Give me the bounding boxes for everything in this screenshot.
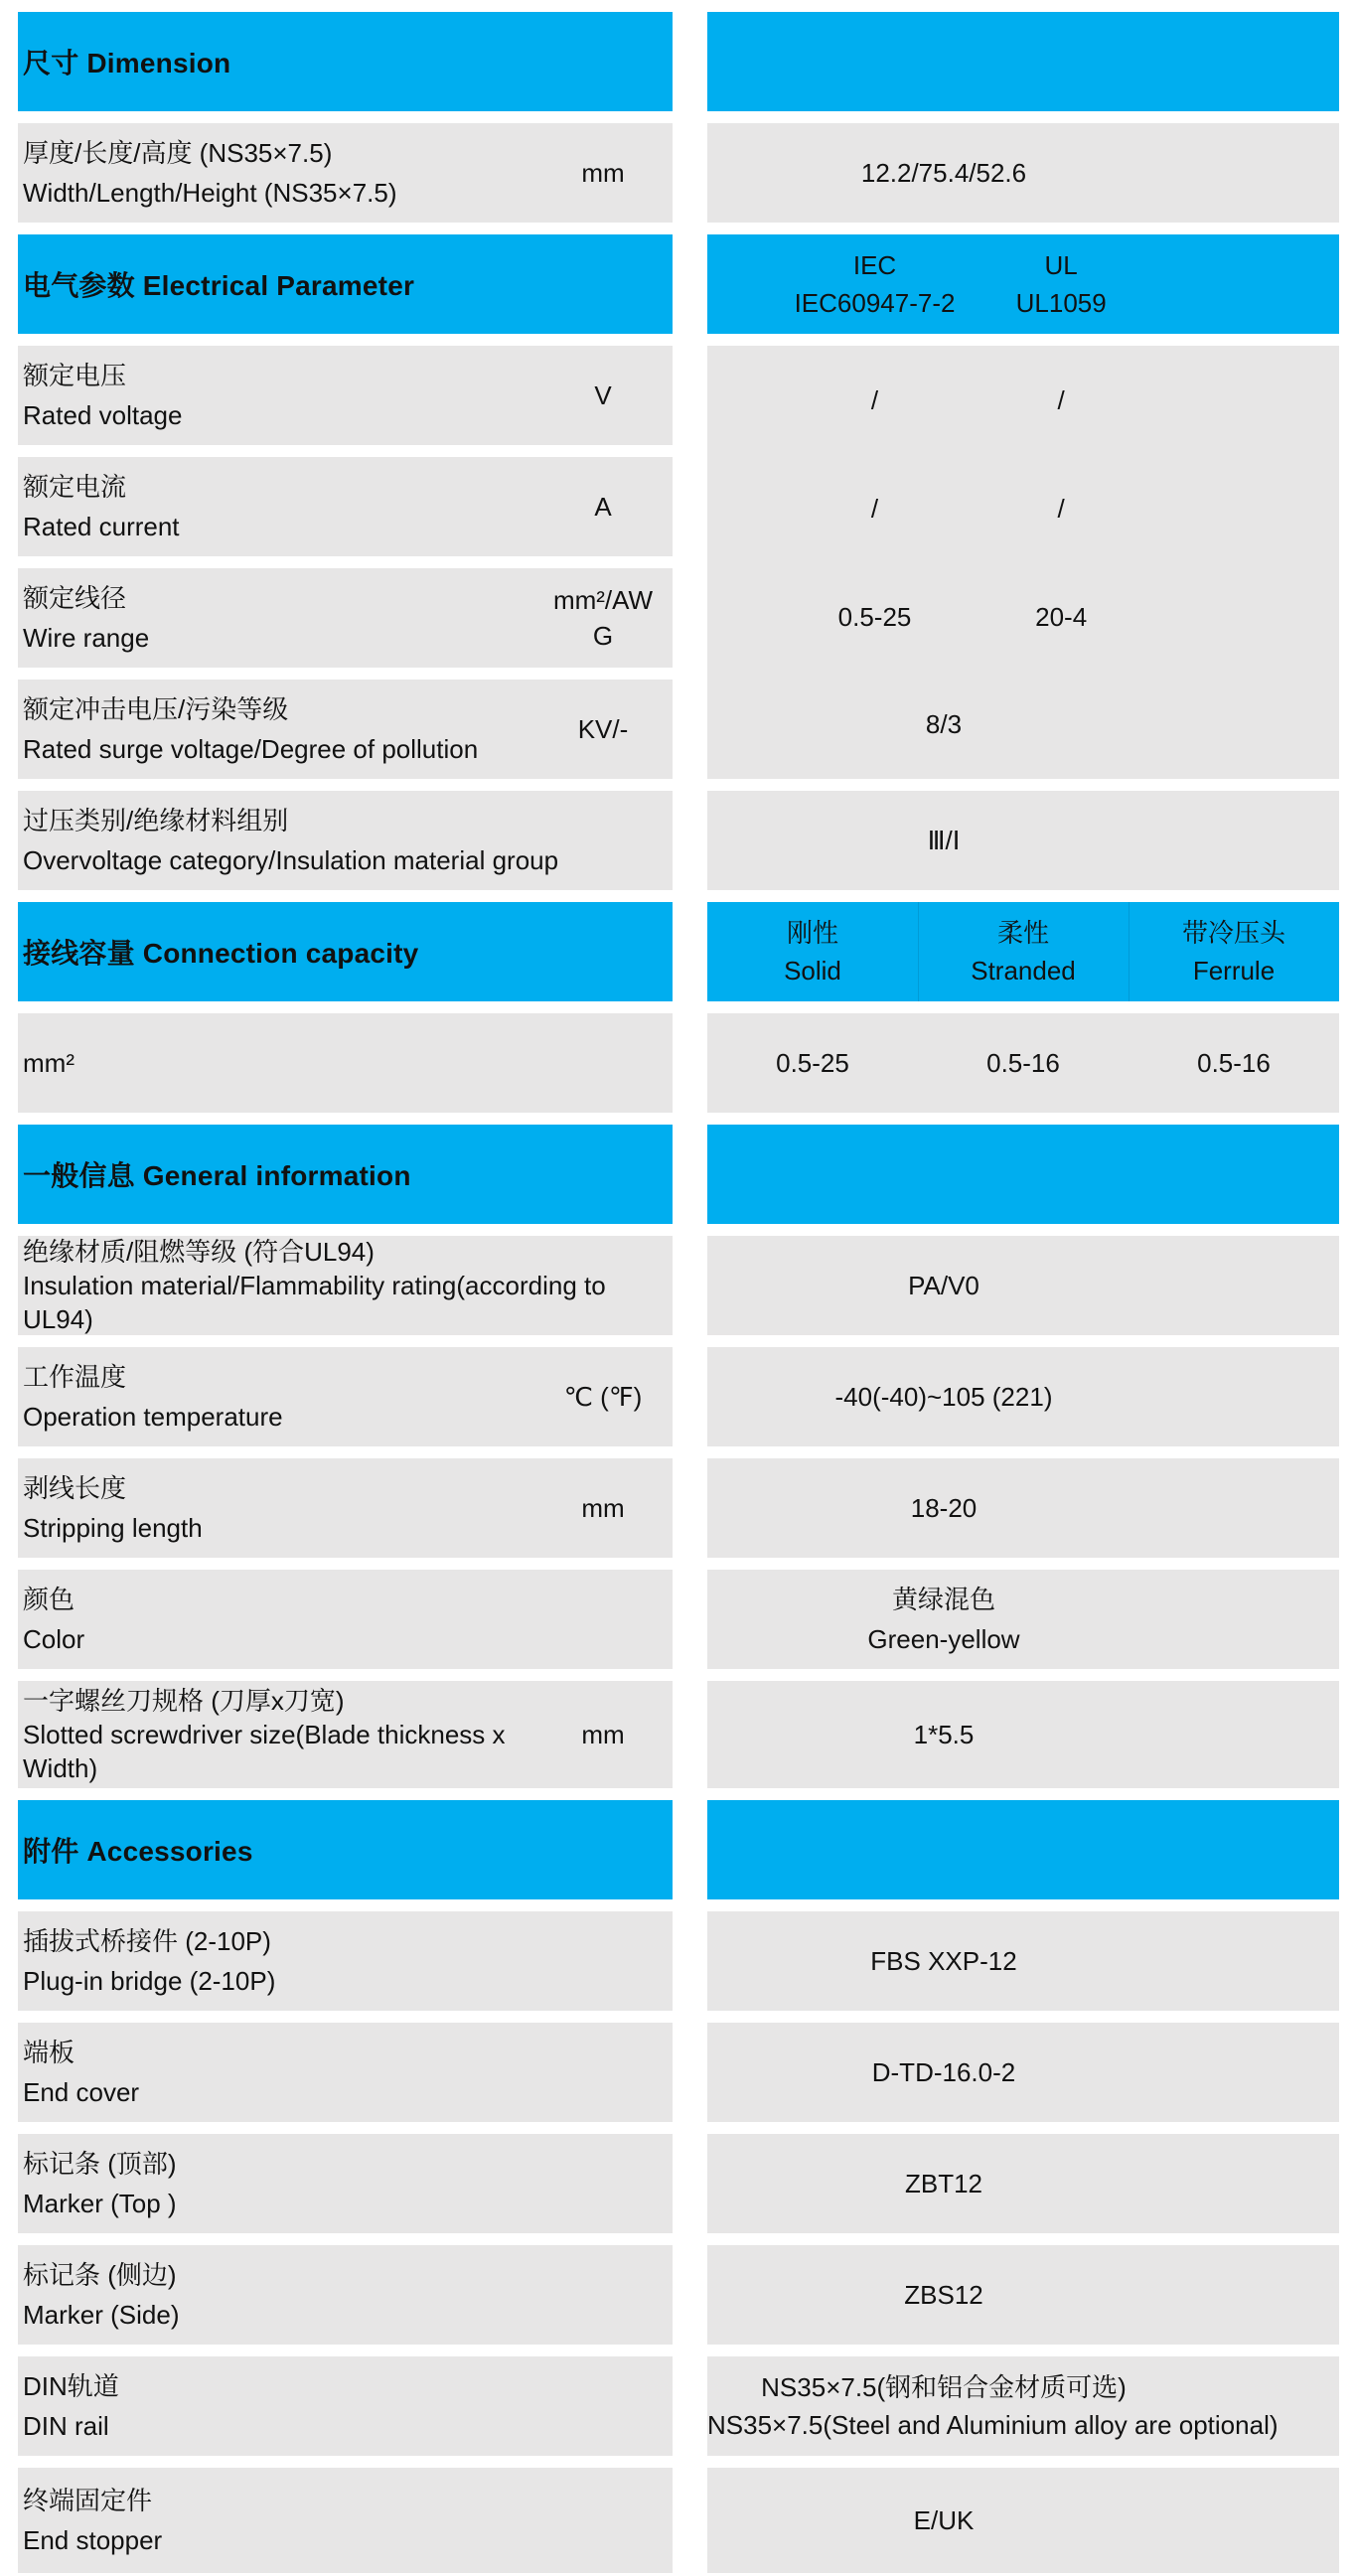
cell-sec-connection: [18, 902, 673, 1001]
col-label-zh: 刚性: [786, 918, 838, 948]
param-unit: KV/-: [577, 714, 629, 744]
param-label: [23, 2366, 663, 2446]
param-unit: mm: [581, 1720, 625, 1749]
cell-rval-overvoltage: [707, 791, 1339, 890]
section-title: 一般信息 General information: [23, 1160, 411, 1191]
cell-row-surge: [18, 680, 673, 779]
value-lines: [707, 2468, 1180, 2573]
param-label: [23, 1684, 543, 1785]
param-label: [23, 578, 543, 658]
value-lines: [707, 2023, 1180, 2122]
label-zh: 剥线长度: [23, 1473, 127, 1503]
value-text: Green-yellow: [867, 1624, 1020, 1654]
value-text: 8/3: [925, 709, 963, 739]
label-zh: 一字螺丝刀规格 (刀厚x刀宽): [23, 1686, 345, 1716]
cell-rhead-general: [707, 1125, 1339, 1224]
standard-name: UL: [1044, 250, 1078, 280]
label-en: End cover: [23, 2077, 140, 2107]
label-en: Marker (Side): [23, 2300, 180, 2330]
value-text: 0.5-16: [1197, 1048, 1271, 1078]
label-zh: 端板: [23, 2038, 75, 2067]
label-en: Wire range: [23, 623, 150, 653]
standard-col: [1016, 246, 1107, 322]
param-label: [23, 2144, 663, 2223]
param-label: [23, 1235, 663, 1336]
cell-rval-temperature: [707, 1347, 1339, 1446]
value-lines: [707, 1236, 1180, 1335]
value-lines: [707, 791, 1180, 890]
label-en: Width/Length/Height (NS35×7.5): [23, 178, 397, 208]
value-text: D-TD-16.0-2: [871, 2057, 1016, 2087]
label-zh: 绝缘材质/阻燃等级 (符合UL94): [23, 1237, 375, 1267]
merged-subrow: [707, 454, 1339, 562]
value-text: Ⅲ/Ⅰ: [927, 826, 961, 855]
value-lines: [707, 1347, 1180, 1446]
value-text: /: [1057, 493, 1065, 524]
standard-number: IEC60947-7-2: [794, 288, 956, 318]
param-label: [23, 1357, 543, 1437]
cell-rhead-connection: [707, 902, 1339, 1001]
value-text: ZBS12: [904, 2280, 983, 2310]
col-label-en: Stranded: [971, 956, 1076, 985]
label-en: Marker (Top ): [23, 2189, 177, 2218]
param-unit: mm: [581, 158, 625, 188]
param-label: [23, 1043, 663, 1083]
cell-row-screwdriver: [18, 1681, 673, 1788]
connection-col-header: [1129, 902, 1339, 1001]
param-label: [23, 1468, 543, 1548]
label-zh: 厚度/长度/高度 (NS35×7.5): [23, 138, 333, 168]
label-en: Rated current: [23, 512, 180, 541]
value-cell: [1129, 1013, 1339, 1113]
param-label: [23, 2033, 663, 2112]
value-text: /: [870, 384, 879, 415]
label-zh: 额定电压: [23, 361, 127, 390]
cell-row-bridge: [18, 1911, 673, 2011]
merged-subrow: [707, 562, 1339, 671]
label-en: Plug-in bridge (2-10P): [23, 1966, 276, 1996]
value-text: 0.5-16: [986, 1048, 1060, 1078]
value-text: E/UK: [913, 2505, 975, 2535]
left-column: [18, 12, 673, 2573]
standard-number: UL1059: [1015, 288, 1107, 318]
label-zh: 额定冲击电压/污染等级: [23, 694, 289, 724]
connection-col-header: [707, 902, 918, 1001]
param-label: [23, 801, 663, 880]
label-en: Slotted screwdriver size(Blade thickness x Width): [23, 1720, 506, 1783]
label-en: DIN rail: [23, 2411, 109, 2441]
label-zh: 标记条 (侧边): [23, 2260, 177, 2290]
cell-row-mm2: [18, 1013, 673, 1113]
value-lines: [707, 1681, 1180, 1788]
value-text: NS35×7.5(Steel and Aluminium alloy are optional): [707, 2410, 1279, 2440]
label-en: Rated voltage: [23, 400, 183, 430]
cell-rhead-dimension: [707, 12, 1339, 111]
value-text: -40(-40)~105 (221): [834, 1382, 1053, 1412]
label-zh: 工作温度: [23, 1362, 127, 1392]
label-zh: 颜色: [23, 1585, 75, 1614]
value-cell: [918, 1013, 1129, 1113]
label-en: Insulation material/Flammability rating(according to UL94): [23, 1271, 606, 1334]
value-text: 0.5-25: [837, 601, 912, 632]
param-label: [23, 2481, 663, 2560]
cell-row-overvoltage: [18, 791, 673, 890]
value-text: 18-20: [910, 1493, 978, 1523]
param-label: [23, 2255, 663, 2335]
value-lines: [707, 2134, 1180, 2233]
cell-sec-electrical: [18, 234, 673, 334]
col-label-zh: 带冷压头: [1181, 918, 1285, 948]
label-zh: 过压类别/绝缘材料组别: [23, 806, 289, 835]
cell-row-rated-current: [18, 457, 673, 556]
connection-col-header: [918, 902, 1129, 1001]
value-text: 12.2/75.4/52.6: [860, 158, 1027, 188]
cell-rval-electrical: [707, 346, 1339, 779]
cell-rhead-standards: [707, 234, 1339, 334]
section-title: 接线容量 Connection capacity: [23, 938, 419, 969]
merged-subrow: [707, 346, 1339, 454]
col-label-en: Ferrule: [1192, 956, 1276, 985]
label-en: Rated surge voltage/Degree of pollution: [23, 734, 479, 764]
value-text: 黄绿混色: [891, 1585, 995, 1614]
cell-row-color: [18, 1570, 673, 1669]
cell-rval-color: [707, 1570, 1339, 1669]
column-divider: [918, 902, 919, 1001]
param-unit: ℃ (℉): [563, 1382, 643, 1412]
cell-row-marker-top: [18, 2134, 673, 2233]
value-cell: [707, 1013, 918, 1113]
param-unit: mm: [581, 1493, 625, 1523]
param-label: [23, 356, 543, 435]
value-text: NS35×7.5(钢和铝合金材质可选): [761, 2372, 1127, 2402]
cell-sec-accessories: [18, 1800, 673, 1899]
section-title: 电气参数 Electrical Parameter: [23, 270, 415, 301]
value-text: PA/V0: [908, 1271, 979, 1300]
param-unit: A: [594, 492, 612, 522]
value-text: FBS XXP-12: [870, 1946, 1017, 1976]
cell-sec-dimension: [18, 12, 673, 111]
cell-row-dinrail: [18, 2356, 673, 2456]
param-unit: mm²/AWG: [552, 585, 654, 651]
value-lines: [707, 123, 1180, 223]
param-label: [23, 133, 543, 213]
param-label: [23, 689, 543, 769]
cell-row-marker-side: [18, 2245, 673, 2345]
right-column: [707, 12, 1339, 2573]
label-zh: mm²: [23, 1048, 75, 1078]
cell-rval-size: [707, 123, 1339, 223]
value-text: ZBT12: [904, 2169, 983, 2198]
merged-subrow: [707, 671, 1339, 779]
label-en: Overvoltage category/Insulation material group: [23, 845, 559, 875]
cell-row-rated-voltage: [18, 346, 673, 445]
cell-row-temperature: [18, 1347, 673, 1446]
value-text: 0.5-25: [776, 1048, 849, 1078]
label-zh: 终端固定件: [23, 2486, 153, 2515]
col-label-zh: 柔性: [996, 918, 1049, 948]
label-zh: DIN轨道: [23, 2371, 119, 2401]
cell-row-wire-range: [18, 568, 673, 668]
value-text: /: [870, 493, 879, 524]
cell-row-insulation: [18, 1236, 673, 1335]
cell-row-stripping: [18, 1458, 673, 1558]
value-text: 1*5.5: [913, 1720, 975, 1749]
cell-rval-endstopper: [707, 2468, 1339, 2573]
label-en: Color: [23, 1624, 85, 1654]
cell-rval-marker-side: [707, 2245, 1339, 2345]
cell-row-endstopper: [18, 2468, 673, 2573]
cell-rval-screwdriver: [707, 1681, 1339, 1788]
section-title: 附件 Accessories: [23, 1836, 253, 1867]
param-unit: V: [594, 380, 612, 410]
value-lines: [707, 1911, 1180, 2011]
cell-rval-bridge: [707, 1911, 1339, 2011]
standard-name: IEC: [852, 250, 897, 280]
label-zh: 额定电流: [23, 472, 127, 502]
cell-sec-general: [18, 1125, 673, 1224]
label-zh: 插拔式桥接件 (2-10P): [23, 1926, 271, 1956]
value-lines: [707, 1458, 1180, 1558]
cell-rhead-accessories: [707, 1800, 1339, 1899]
section-title: 尺寸 Dimension: [23, 48, 231, 78]
param-label: [23, 467, 543, 546]
label-zh: 标记条 (顶部): [23, 2149, 177, 2179]
cell-rval-marker-top: [707, 2134, 1339, 2233]
cell-row-endcover: [18, 2023, 673, 2122]
value-lines: [707, 1570, 1180, 1669]
value-text: 20-4: [1035, 601, 1088, 632]
value-lines: [707, 2245, 1180, 2345]
param-label: [23, 1921, 663, 2001]
standard-col: [795, 246, 956, 322]
cell-rval-insulation: [707, 1236, 1339, 1335]
param-label: [23, 1580, 663, 1659]
label-en: End stopper: [23, 2525, 163, 2555]
value-lines: [707, 2356, 1279, 2456]
col-label-en: Solid: [784, 956, 841, 985]
label-en: Operation temperature: [23, 1402, 283, 1432]
cell-rval-endcover: [707, 2023, 1339, 2122]
cell-rval-dinrail: [707, 2356, 1339, 2456]
label-zh: 额定线径: [23, 583, 127, 613]
label-en: Stripping length: [23, 1513, 203, 1543]
cell-rval-stripping: [707, 1458, 1339, 1558]
cell-row-size: [18, 123, 673, 223]
cell-rval-connection: [707, 1013, 1339, 1113]
value-text: /: [1057, 384, 1065, 415]
